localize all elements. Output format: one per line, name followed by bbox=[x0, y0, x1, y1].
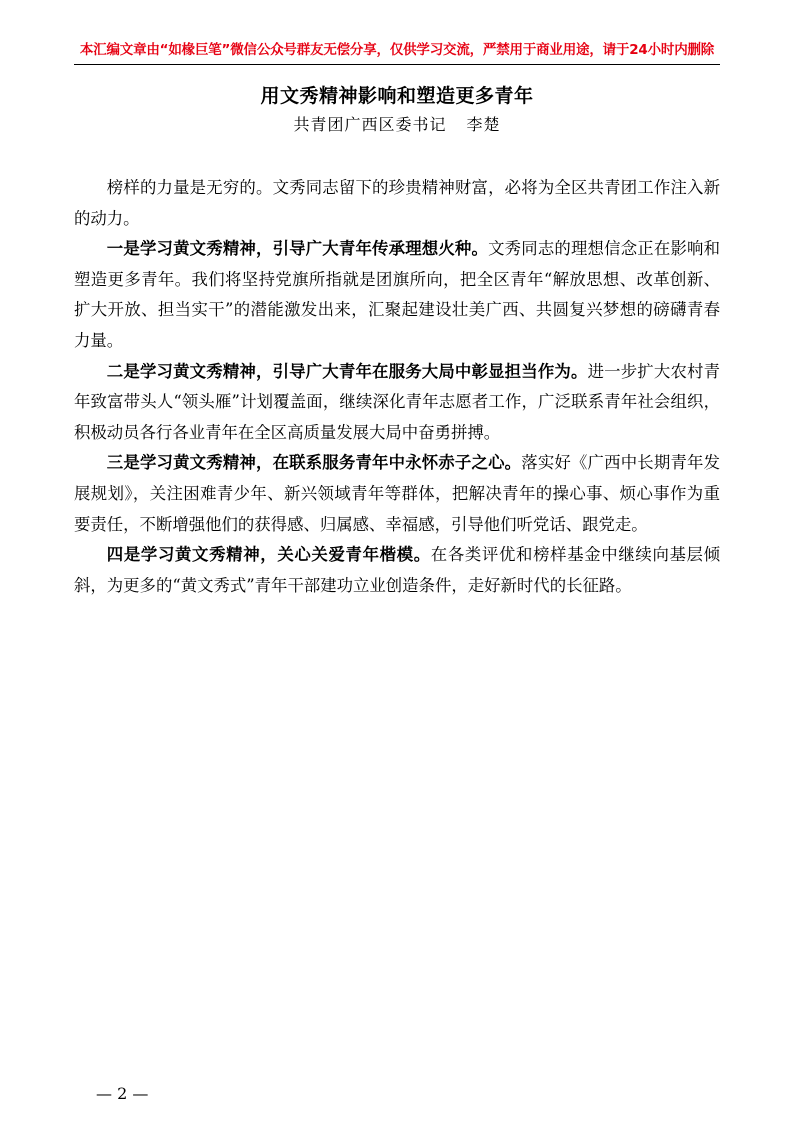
paragraph-lead: 四是学习黄文秀精神，关心关爱青年楷模。 bbox=[106, 545, 431, 565]
page-number: — 2 — bbox=[96, 1084, 149, 1103]
paragraph-point-3 bbox=[74, 448, 720, 540]
paragraph-text: 在各类评优和榜样基金中继续向基层倾斜，为更多的“黄文秀式”青年干部建功立业创造条件，走好新时代的长征路。 bbox=[74, 545, 720, 595]
paragraph-lead: 三是学习黄文秀精神，在联系服务青年中永怀赤子之心。 bbox=[106, 453, 522, 473]
article-byline bbox=[74, 114, 720, 136]
article-title: 用文秀精神影响和塑造更多青年 bbox=[260, 85, 534, 107]
paragraph-lead: 二是学习黄文秀精神，引导广大青年在服务大局中彰显担当作为。 bbox=[106, 361, 588, 381]
paragraph-text: 进一步扩大农村青年致富带头人“领头雁”计划覆盖面，继续深化青年志愿者工作，广泛联系青年社会组织，积极动员各行各业青年在全区高质量发展大局中奋勇拼搏。 bbox=[74, 361, 720, 442]
paragraph-intro bbox=[74, 173, 720, 234]
paragraph-lead: 一是学习黄文秀精神，引导广大青年传承理想火种。 bbox=[106, 239, 489, 259]
paragraph-point-1 bbox=[74, 234, 720, 356]
header-divider bbox=[74, 64, 720, 65]
paragraph-text: 榜样的力量是无穷的。文秀同志留下的珍贵精神财富，必将为全区共青团工作注入新的动力。 bbox=[74, 178, 720, 228]
copyright-banner: 本汇编文章由“如椽巨笔”微信公众号群友无偿分享，仅供学习交流，严禁用于商业用途，请于24小时内删除 bbox=[79, 42, 715, 58]
author-name: 李楚 bbox=[466, 115, 501, 134]
article-body bbox=[74, 173, 720, 601]
paragraph-point-2 bbox=[74, 357, 720, 449]
author-role: 共青团广西区委书记 bbox=[293, 115, 447, 134]
paragraph-text: 文秀同志的理想信念正在影响和塑造更多青年。我们将坚持党旗所指就是团旗所向，把全区青年“解放思想、改革创新、扩大开放、担当实干”的潜能激发出来，汇聚起建设壮美广西、共圆复兴梦想的磅礴青春力量。 bbox=[74, 239, 720, 350]
paragraph-point-4 bbox=[74, 540, 720, 601]
paragraph-text: 落实好《广西中长期青年发展规划》，关注困难青少年、新兴领域青年等群体，把解决青年的操心事、烦心事作为重要责任，不断增强他们的获得感、归属感、幸福感，引导他们听党话、跟党走。 bbox=[74, 453, 720, 534]
